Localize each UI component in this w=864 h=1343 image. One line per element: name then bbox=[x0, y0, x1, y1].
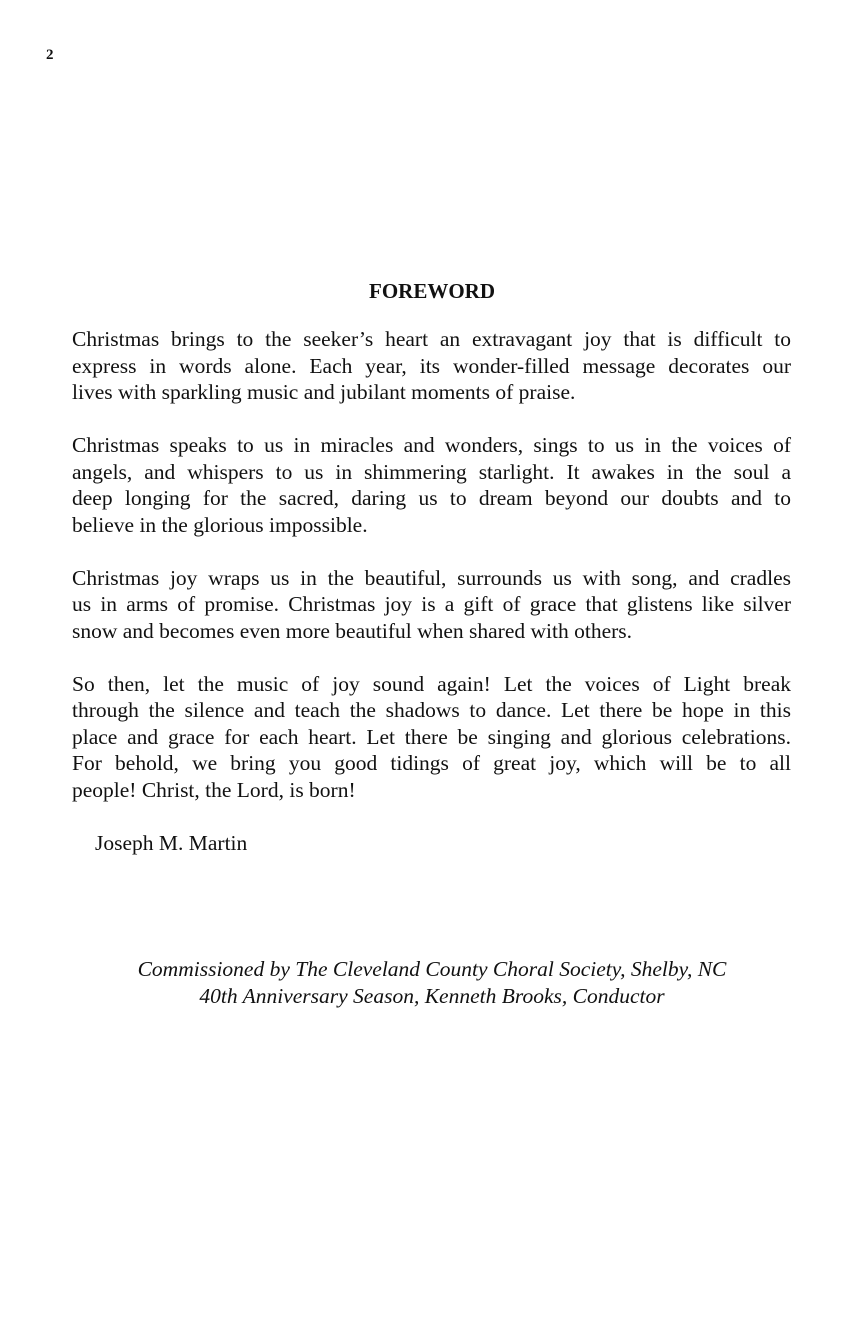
text-line: angels, and whispers to us in shimmering starlight. It awakes in the soul a bbox=[72, 459, 791, 484]
text-line: express in words alone. Each year, its wonder-filled message decorates our bbox=[72, 353, 791, 378]
text-line: snow and becomes even more beautiful when shared with others. bbox=[72, 618, 633, 643]
text-line: place and grace for each heart. Let there be singing and glorious celebrations. bbox=[72, 724, 791, 749]
text-line: Christmas speaks to us in miracles and wonders, sings to us in the voices of bbox=[72, 433, 791, 457]
paragraph bbox=[72, 326, 791, 406]
text-line: believe in the glorious impossible. bbox=[72, 512, 368, 537]
author-signature: Joseph M. Martin bbox=[95, 831, 248, 855]
commission-note bbox=[0, 956, 864, 1010]
commission-line: 40th Anniversary Season, Kenneth Brooks, Conductor bbox=[199, 984, 665, 1008]
text-line: Christmas joy wraps us in the beautiful, surrounds us with song, and cradles bbox=[72, 565, 791, 590]
commission-line: Commissioned by The Cleveland County Choral Society, Shelby, NC bbox=[137, 957, 727, 981]
page-number: 2 bbox=[46, 47, 54, 63]
text-line: So then, let the music of joy sound again! Let the voices of Light break bbox=[72, 671, 791, 696]
paragraph bbox=[72, 432, 791, 538]
text-line: lives with sparkling music and jubilant moments of praise. bbox=[72, 380, 576, 404]
text-line: through the silence and teach the shadows to dance. Let there be hope in this bbox=[72, 698, 791, 722]
text-line: Christmas brings to the seeker’s heart an extravagant joy that is difficult to bbox=[72, 327, 791, 351]
text-line: deep longing for the sacred, daring us to dream beyond our doubts and to bbox=[72, 486, 791, 510]
paragraph bbox=[72, 565, 791, 645]
page-title: FOREWORD bbox=[369, 279, 495, 303]
foreword-body bbox=[72, 326, 791, 830]
paragraph bbox=[72, 671, 791, 804]
text-line: us in arms of promise. Christmas joy is a gift of grace that glistens like silver bbox=[72, 592, 791, 616]
text-line: For behold, we bring you good tidings of great joy, which will be to all bbox=[72, 751, 791, 775]
text-line: people! Christ, the Lord, is born! bbox=[72, 777, 356, 802]
